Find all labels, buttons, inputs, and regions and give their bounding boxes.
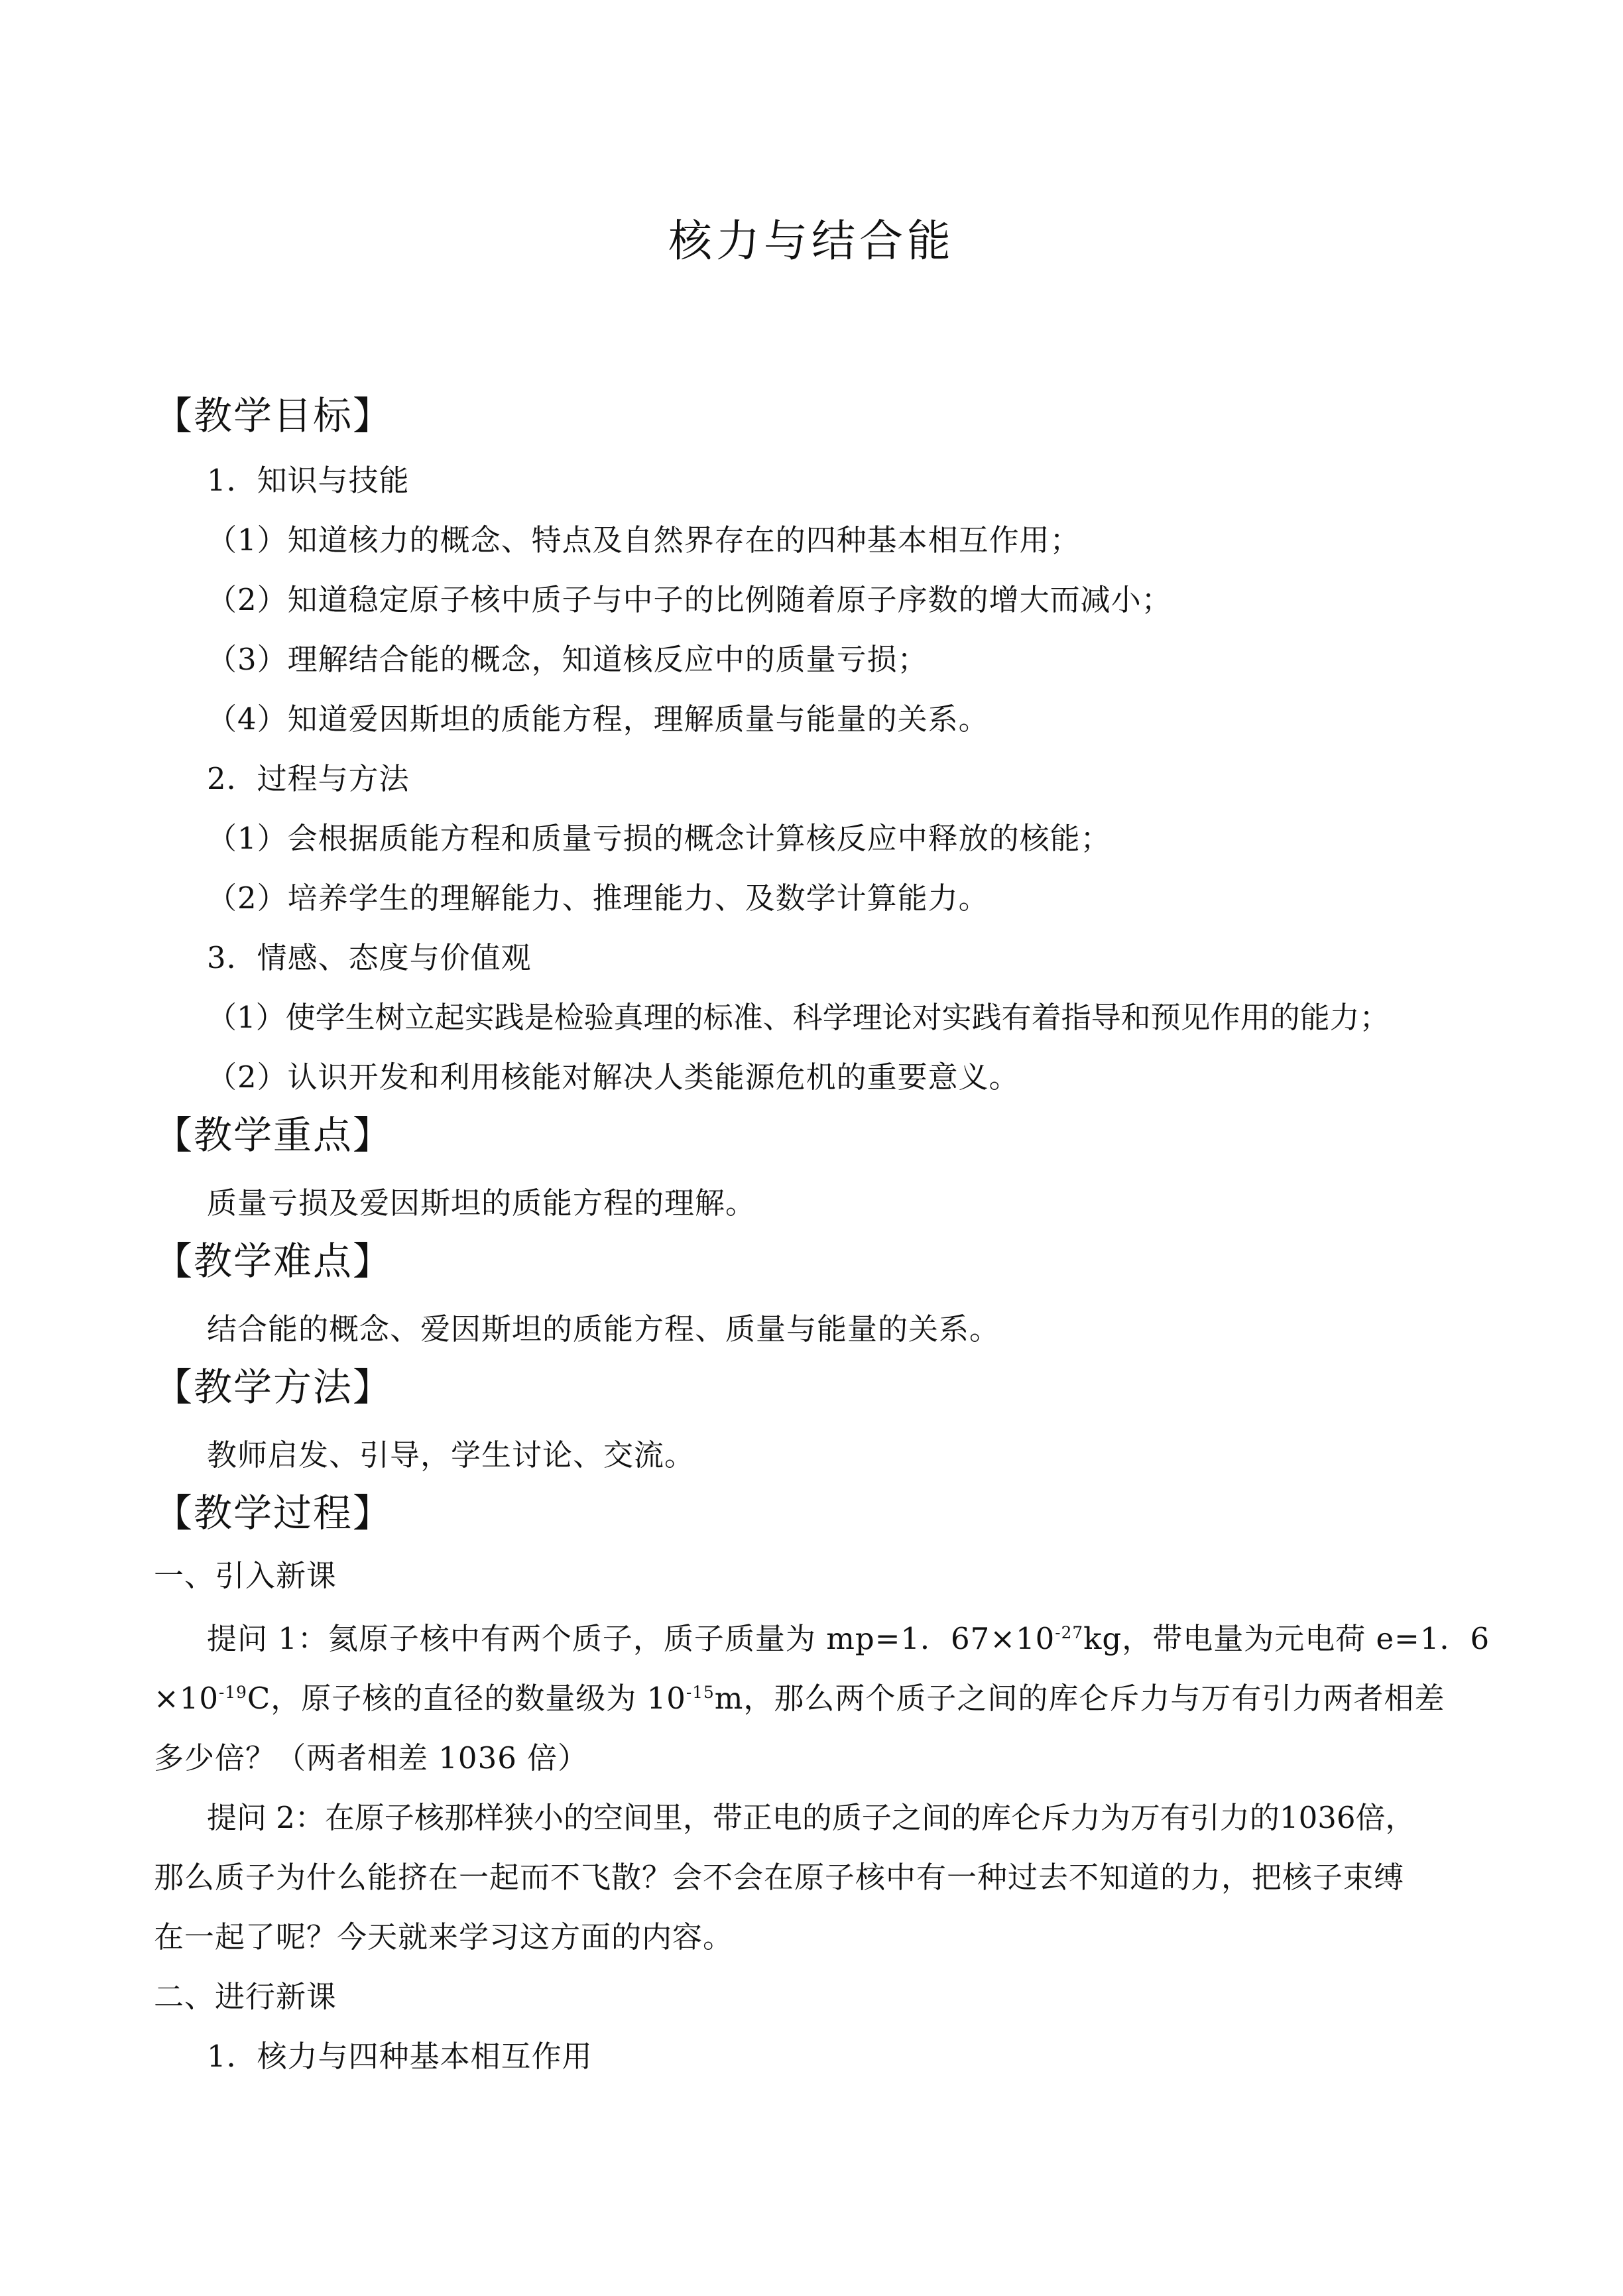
- methods-text: 教师启发、引导，学生讨论、交流。: [207, 1437, 695, 1473]
- question-1-text-a: 提问 1：氦原子核中有两个质子，质子质量为 mp=1．67×10: [207, 1621, 1055, 1656]
- question-1-line-2: [154, 1674, 1445, 1717]
- question-1-text-b: kg，带电量为元电荷 e=1．6: [1083, 1621, 1490, 1656]
- topic-1-heading: 1．核力与四种基本相互作用: [207, 2039, 593, 2074]
- objective-values-2: （2）认识开发和利用核能对解决人类能源危机的重要意义。: [207, 1059, 1020, 1095]
- question-1-text-c: ×10: [154, 1681, 219, 1716]
- section-heading-process: 【教学过程】: [154, 1490, 393, 1536]
- objective-knowledge-4: （4）知道爱因斯坦的质能方程，理解质量与能量的关系。: [207, 701, 989, 737]
- section-heading-keypoints: 【教学重点】: [154, 1113, 393, 1158]
- section-heading-methods: 【教学方法】: [154, 1364, 393, 1410]
- objective-process-1: （1）会根据质能方程和质量亏损的概念计算核反应中释放的核能；: [207, 821, 1111, 856]
- exponent-diameter: -15: [686, 1683, 715, 1702]
- question-1-line-3: 多少倍？（两者相差 1036 倍）: [154, 1740, 589, 1776]
- question-2-line-2: 那么质子为什么能挤在一起而不飞散？会不会在原子核中有一种过去不知道的力，把核子束缚: [154, 1860, 1405, 1895]
- process-new-heading: 二、进行新课: [154, 1979, 337, 2014]
- difficulties-text: 结合能的概念、爱因斯坦的质能方程、质量与能量的关系。: [207, 1311, 1000, 1347]
- section-heading-objectives: 【教学目标】: [154, 393, 393, 438]
- section-heading-difficulties: 【教学难点】: [154, 1239, 393, 1284]
- objective-knowledge-1: （1）知道核力的概念、特点及自然界存在的四种基本相互作用；: [207, 522, 1081, 558]
- question-1-text-d: C，原子核的直径的数量级为 10: [247, 1681, 686, 1716]
- page-title: 核力与结合能: [668, 215, 955, 267]
- exponent-charge: -19: [218, 1683, 247, 1702]
- question-2-line-3: 在一起了呢？今天就来学习这方面的内容。: [154, 1919, 734, 1955]
- keypoints-text: 质量亏损及爱因斯坦的质能方程的理解。: [207, 1185, 756, 1221]
- objective-process-2: （2）培养学生的理解能力、推理能力、及数学计算能力。: [207, 880, 989, 916]
- process-intro-heading: 一、引入新课: [154, 1558, 337, 1593]
- objective-knowledge-3: （3）理解结合能的概念，知道核反应中的质量亏损；: [207, 642, 928, 677]
- question-1-line-1: [207, 1614, 1490, 1658]
- subheading-values: 3．情感、态度与价值观: [207, 940, 532, 975]
- question-2-line-1: 提问 2：在原子核那样狭小的空间里，带正电的质子之间的库仑斥力为万有引力的1036倍，: [207, 1800, 1415, 1835]
- objective-values-1: （1）使学生树立起实践是检验真理的标准、科学理论对实践有着指导和预见作用的能力；: [207, 1000, 1390, 1035]
- subheading-process: 2．过程与方法: [207, 761, 410, 796]
- objective-knowledge-2: （2）知道稳定原子核中质子与中子的比例随着原子序数的增大而减小；: [207, 582, 1172, 617]
- question-1-text-e: m，那么两个质子之间的库仑斥力与万有引力两者相差: [714, 1681, 1445, 1716]
- subheading-knowledge: 1．知识与技能: [207, 463, 410, 498]
- exponent-proton-mass: -27: [1055, 1623, 1084, 1642]
